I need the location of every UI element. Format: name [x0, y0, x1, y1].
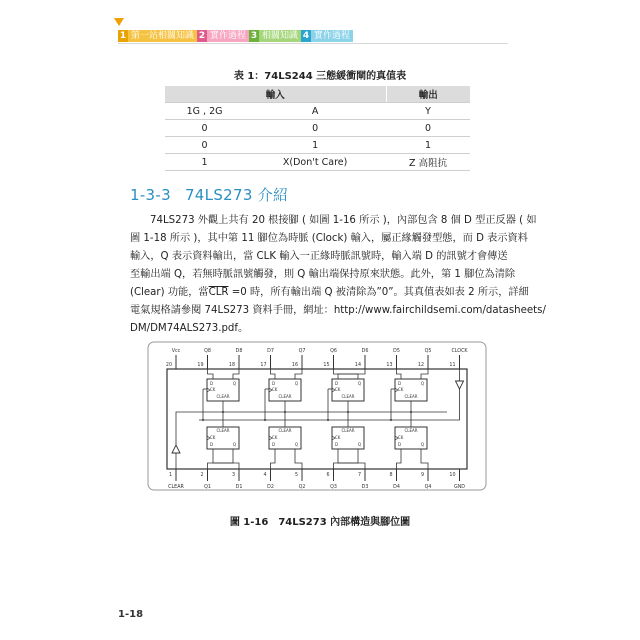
page-number: 1-18	[118, 609, 144, 620]
pin-number-top: 15	[323, 363, 330, 368]
pin-label-bottom: Q3	[330, 485, 337, 490]
pin-number-top: 16	[291, 363, 298, 368]
pin-number-bottom: 10	[449, 473, 456, 478]
junction-dot	[284, 411, 286, 413]
pin-number-top: 18	[228, 363, 235, 368]
pin-number-bottom: 9	[420, 473, 424, 478]
ff-q-label: Q	[232, 442, 236, 447]
junction-dot	[222, 411, 224, 413]
chapter-tab-number: 3	[250, 31, 258, 41]
clock-buffer-gate	[456, 381, 464, 389]
chapter-tab-3	[249, 30, 301, 42]
ff-ck-label: CK	[335, 435, 341, 440]
ff-q-label: Q	[232, 381, 236, 386]
pin-label-bottom: GND	[454, 485, 465, 490]
wire-bottom	[338, 449, 365, 469]
pin-label-bottom: D4	[393, 485, 400, 490]
wire-top	[271, 369, 276, 379]
wire-bottom	[213, 449, 239, 469]
wire-bottom	[334, 449, 359, 469]
figure-caption: 圖 1-16 74LS273 內部構造與腳位圖	[229, 517, 411, 528]
pin-label-top: CLOCK	[451, 349, 468, 354]
body-line: 輸入，Q 表示資料輸出，當 CLK 輸入一正緣時脈訊號時，輸入端 D 的訊號才會傳送	[130, 251, 508, 262]
ff-ck-label: CK	[272, 387, 278, 392]
pin-label-top: D8	[235, 349, 243, 354]
ff-d-label: D	[272, 381, 276, 386]
pin-label-top: Q6	[330, 349, 337, 354]
table-col-header-row	[165, 103, 470, 120]
ff-ck-label: CK	[272, 435, 278, 440]
pin-label-top: D5	[393, 349, 400, 354]
table-row	[165, 120, 470, 137]
body-line: 至輸出端 Q，若無時脈訊號觸發，則 Q 輸出端保持原來狀態。此外，第 1 腳位為清除	[130, 269, 516, 280]
ff-ck-label: CK	[398, 387, 404, 392]
pin-number-top: 14	[354, 363, 361, 368]
ff-clear-label: CLEAR	[341, 428, 355, 433]
ff-d-label: D	[335, 442, 339, 447]
pin-label-bottom: Q2	[298, 485, 306, 490]
wire-bottom	[421, 449, 428, 469]
table-col-header: A	[244, 103, 386, 120]
pin-number-bottom: 8	[389, 473, 393, 478]
wire-top	[397, 369, 402, 379]
section-heading	[130, 184, 288, 205]
table-group-header-output: 輸出	[386, 86, 470, 103]
table-cell: X(Don't Care)	[244, 154, 386, 171]
chapter-tab-label: 實作過程	[207, 30, 249, 42]
table-row	[165, 137, 470, 154]
table-group-header-input: 輸入	[165, 86, 386, 103]
ff-d-label: D	[335, 381, 339, 386]
pin-label-top: Q7	[298, 349, 306, 354]
ff-q-label: Q	[420, 442, 424, 447]
body-text: (Clear) 功能，當	[130, 287, 209, 298]
ff-ck-label: CK	[335, 387, 341, 392]
table-cell: 0	[244, 120, 386, 137]
pin-label-top: Q5	[424, 349, 432, 354]
junction-dot	[410, 411, 412, 413]
junction-dot	[202, 419, 204, 421]
chapter-tab-label: 第一站相關知識	[128, 30, 197, 42]
clr-overline-text: $\overline{CLR}$	[208, 287, 229, 298]
chapter-tab-1	[118, 30, 197, 42]
pin-number-bottom: 4	[263, 473, 267, 478]
body-line	[130, 284, 529, 302]
ff-clear-label: CLEAR	[278, 394, 292, 399]
pin-label-top: Vcc	[171, 349, 181, 354]
pin-number-bottom: 2	[200, 473, 204, 478]
table-cell: Z 高阻抗	[386, 154, 470, 171]
body-line: 電氣規格請參閱 74LS273 資料手冊，網址：http://www.fairchildsemi.com/datasheets/	[130, 305, 546, 316]
table-cell: 1	[386, 137, 470, 154]
pin-number-top: 20	[165, 363, 172, 368]
pin-label-bottom: Q1	[204, 485, 211, 490]
header-divider	[118, 43, 508, 44]
wire-bottom	[397, 449, 402, 469]
junction-dot	[347, 411, 349, 413]
ff-q-label: Q	[357, 442, 361, 447]
clock-buffer-out	[447, 389, 460, 420]
truth-table	[165, 86, 470, 171]
ff-clear-label: CLEAR	[278, 428, 292, 433]
junction-dot	[390, 419, 392, 421]
ff-d-label: D	[398, 381, 402, 386]
body-line: DM/DM74ALS273.pdf。	[130, 323, 249, 334]
ff-d-label: D	[398, 442, 402, 447]
table-cell: 1	[244, 137, 386, 154]
ff-q-label: Q	[357, 381, 361, 386]
pin-number-top: 11	[449, 363, 456, 368]
ff-d-label: D	[272, 442, 276, 447]
ff-ck-label: CK	[398, 435, 404, 440]
pin-number-top: 13	[386, 363, 393, 368]
chapter-tabs	[118, 30, 353, 42]
table-col-header: 1G , 2G	[165, 103, 244, 120]
pin-label-top: D7	[267, 349, 274, 354]
ff-clear-label: CLEAR	[404, 428, 418, 433]
section-title: 74LS273 介紹	[184, 186, 289, 204]
junction-dot	[264, 419, 266, 421]
body-line: 74LS273 外觀上共有 20 根接腳 ( 如圖 1-16 所示 )，內部包含 8 個 D 型正反器 ( 如	[150, 215, 537, 226]
wire-bottom	[271, 449, 276, 469]
pin-number-top: 12	[417, 363, 424, 368]
clear-buffer-gate	[172, 445, 180, 453]
pin-number-bottom: 6	[326, 473, 330, 478]
pin-label-bottom: Q4	[424, 485, 432, 490]
pin-number-top: 19	[197, 363, 204, 368]
ff-clear-label: CLEAR	[216, 394, 230, 399]
table-col-header: Y	[386, 103, 470, 120]
chapter-tab-label: 實作過程	[311, 30, 353, 42]
pin-number-bottom: 7	[357, 473, 361, 478]
pin-label-bottom: D3	[361, 485, 369, 490]
table-cell: 1	[165, 154, 244, 171]
ff-ck-label: CK	[210, 435, 216, 440]
ff-q-label: Q	[420, 381, 424, 386]
pin-label-top: Q8	[204, 349, 211, 354]
ff-clear-label: CLEAR	[216, 428, 230, 433]
pin-label-bottom: D1	[235, 485, 243, 490]
wire-top	[338, 369, 365, 379]
pin-number-top: 17	[260, 363, 267, 368]
pin-label-top: D6	[361, 349, 369, 354]
table-cell: 0	[165, 120, 244, 137]
wire-bottom	[208, 449, 234, 469]
body-text: =0 時，所有輸出端 Q 被清除為”0”。其真值表如表 2 所示，詳細	[228, 287, 529, 298]
table-cell: 0	[386, 120, 470, 137]
chapter-tab-4	[301, 30, 353, 42]
table-group-header-row	[165, 86, 470, 103]
pin-number-bottom: 1	[168, 473, 172, 478]
chapter-tab-number: 1	[119, 31, 127, 41]
chapter-tab-label: 相關知識	[259, 30, 301, 42]
ff-d-label: D	[210, 381, 214, 386]
ff-ck-label: CK	[210, 387, 216, 392]
chapter-tab-number: 2	[198, 31, 206, 41]
chapter-tab-number: 4	[302, 31, 310, 41]
wire-top	[421, 369, 428, 379]
wire-top	[233, 369, 239, 379]
ff-q-label: Q	[294, 381, 298, 386]
body-paragraph	[130, 212, 546, 338]
ff-clear-label: CLEAR	[404, 394, 418, 399]
chapter-tab-2	[197, 30, 249, 42]
table-cell: 0	[165, 137, 244, 154]
table-caption: 表 1：74LS244 三態緩衝閘的真值表	[233, 71, 407, 82]
wire-top	[295, 369, 302, 379]
pin-label-bottom: CLEAR	[168, 485, 184, 490]
ic-pinout-diagram	[147, 341, 487, 491]
ff-q-label: Q	[294, 442, 298, 447]
pin-number-bottom: 5	[294, 473, 298, 478]
wire-bottom	[295, 449, 302, 469]
table-row	[165, 154, 470, 171]
header-marker-triangle	[114, 18, 124, 26]
clear-buffer-out	[176, 412, 199, 445]
body-line: 圖 1-18 所示 )，其中第 11 腳位為時脈 (Clock) 輸入，屬正緣觸發型態，而 D 表示資料	[130, 233, 528, 244]
ff-clear-label: CLEAR	[341, 394, 355, 399]
junction-dot	[327, 419, 329, 421]
pin-label-bottom: D2	[267, 485, 274, 490]
pin-number-bottom: 3	[231, 473, 235, 478]
section-number: 1-3-3	[130, 186, 171, 204]
wire-top	[208, 369, 214, 379]
ff-d-label: D	[210, 442, 214, 447]
